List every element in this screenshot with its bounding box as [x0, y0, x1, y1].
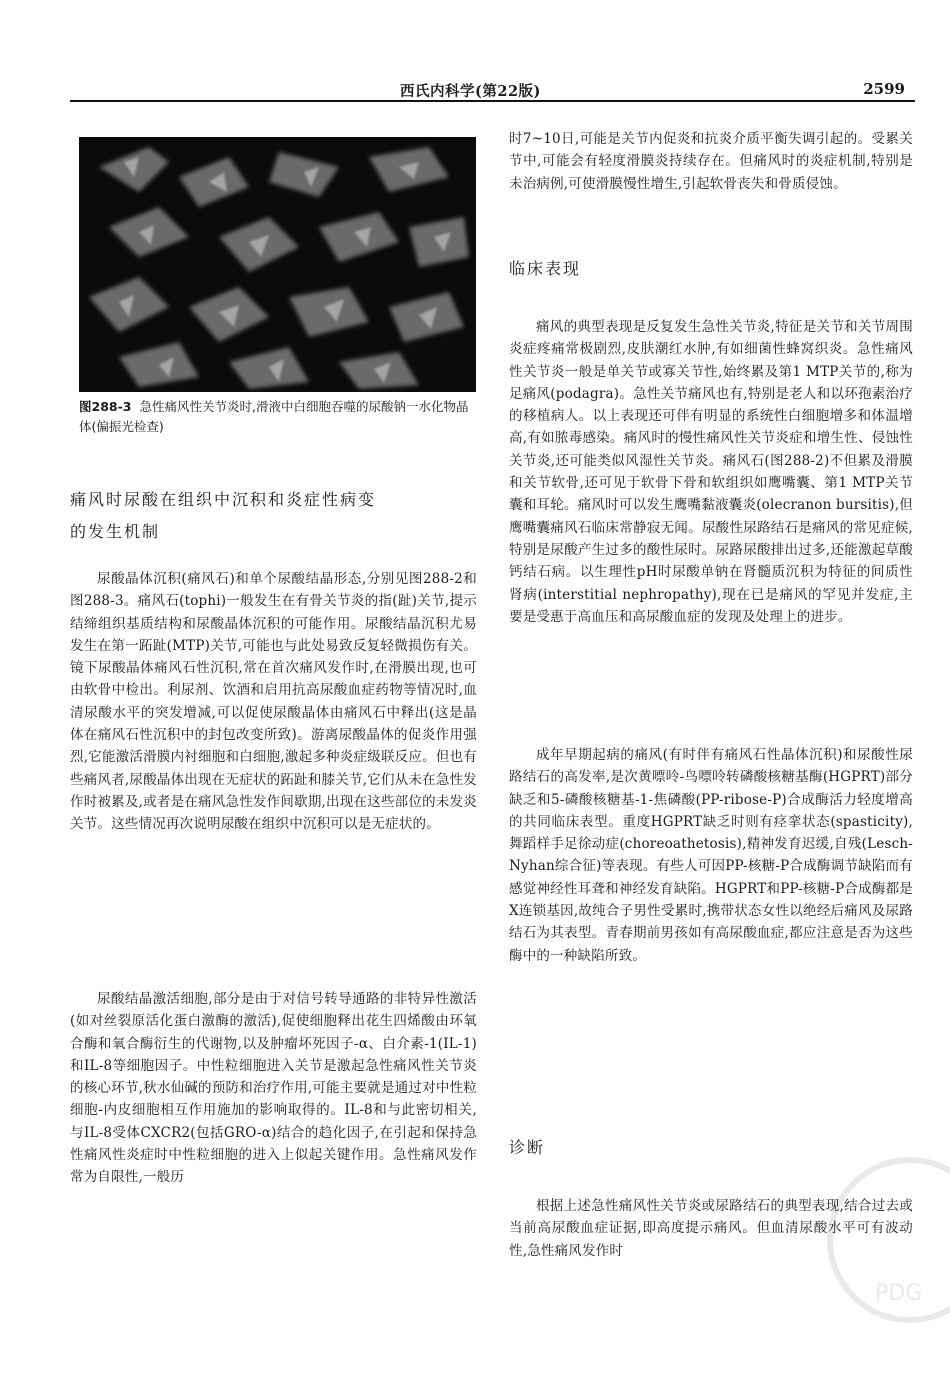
- figure-label: 图288-3: [79, 399, 132, 414]
- header-rule: [70, 100, 915, 102]
- paragraph-clinical-features: 痛风的典型表现是反复发生急性关节炎,特征是关节和关节周围炎症疼痛常极剧烈,皮肤潮红水肿,有如细菌性蜂窝织炎。急性痛风性关节炎一般是单关节或寡关节性,始终累及第1 MTP关节的,称为足痛风(podagra)。急性关节痛风也有,特别是老人和以环孢素治疗的移植病人。以上表现还可伴有明显的系统性白细胞增多和体温增高,有如脓毒感染。痛风时的慢性痛风性关节炎症和增生性、侵蚀性关节炎,还可能类似风湿性关节炎。痛风石(图288-2)不但累及滑膜和关节软骨,还可见于软骨下骨和软组织如鹰嘴囊、第1 MTP关节囊和耳轮。痛风时可以发生鹰嘴黏液囊炎(olecranon bursitis),但鹰嘴囊痛风石临床常静寂无闻。尿酸性尿路结石是痛风的常见症候,特别是尿酸产生过多的酸性尿时。尿路尿酸排出过多,还能激起草酸钙结石病。以生理性pH时尿酸单钠在肾髓质沉积为特征的间质性肾病(interstitial nephropathy),现在已是痛风的罕见并发症,主要是受惠于高血压和高尿酸血症的发现及处理上的进步。: [509, 319, 913, 625]
- section-title-line1: 痛风时尿酸在组织中沉积和炎症性病变: [70, 490, 377, 509]
- watermark-logo: [820, 1150, 950, 1330]
- paragraph-crystal-deposition: 尿酸晶体沉积(痛风石)和单个尿酸结晶形态,分别见图288-2和图288-3。痛风石(tophi)一般发生在有骨关节炎的指(趾)关节,提示结缔组织基质结构和尿酸晶体沉积的可能作用。尿酸结晶沉积尤易发生在第一跖趾(MTP)关节,可能也与此处易致反复轻微损伤有关。镜下尿酸晶体痛风石性沉积,常在首次痛风发作时,在滑膜出现,也可由软骨中检出。利尿剂、饮酒和启用抗高尿酸血症药物等情况时,血清尿酸水平的突发增减,可以促使尿酸晶体由痛风石中释出(这是晶体在痛风石性沉积中的封包改变所致)。游离尿酸晶体的促炎作用强烈,它能激活滑膜内衬细胞和白细胞,激起多种炎症级联反应。但也有些痛风者,尿酸晶体出现在无症状的跖趾和膝关节,它们从未在急性发作时被累及,或者是在痛风急性发作间歇期,出现在这些部位的未发炎关节。这些情况再次说明尿酸在组织中沉积可以是无症状的。: [70, 571, 477, 833]
- figure-caption-text: 急性痛风性关节炎时,滑液中白细胞吞噬的尿酸钠一水化物晶体(偏振光检查): [79, 399, 469, 434]
- micrograph-image: [79, 137, 476, 392]
- section-title-pathogenesis: [70, 484, 480, 548]
- paragraph-diagnosis: 根据上述急性痛风性关节炎或尿路结石的典型表现,结合过去或当前高尿酸血症证据,即高度提示痛风。但血清尿酸水平可有波动性,急性痛风发作时: [509, 1198, 913, 1259]
- paragraph-cell-activation: 尿酸结晶激活细胞,部分是由于对信号转导通路的非特异性激活(如对丝裂原活化蛋白激酶的激活),促使细胞释出花生四烯酸由环氧合酶和氧合酶衍生的代谢物,以及肿瘤坏死因子-α、白介素-1(IL-1)和IL-8等细胞因子。中性粒细胞进入关节是激起急性痛风性关节炎的核心环节,秋水仙碱的预防和治疗作用,可能主要就是通过对中性粒细胞-内皮细胞相互作用施加的影响取得的。IL-8和与此密切相关,与IL-8受体CXCR2(包括GRO-α)结合的趋化因子,在引起和保持急性痛风性炎症时中性粒细胞的进入上似起关键作用。急性痛风发作常为自限性,一般历: [70, 991, 477, 1186]
- paragraph-continued: 时7~10日,可能是关节内促炎和抗炎介质平衡失调引起的。受累关节中,可能会有轻度滑膜炎持续存在。但痛风时的炎症机制,特别是未治病例,可使滑膜慢性增生,引起软骨丧失和骨质侵蚀。: [509, 131, 913, 192]
- book-title: 西氏内科学(第22版): [400, 83, 541, 100]
- page-number: 2599: [863, 80, 905, 98]
- section-title-clinical: 临床表现: [509, 259, 582, 278]
- section-title-line2: 的发生机制: [70, 522, 161, 541]
- section-title-diagnosis: 诊断: [509, 1138, 546, 1157]
- running-header: [70, 78, 915, 100]
- paragraph-enzyme-defects: 成年早期起病的痛风(有时伴有痛风石性晶体沉积)和尿酸性尿路结石的高发率,是次黄嘌呤-鸟嘌呤转磷酸核糖基酶(HGPRT)部分缺乏和5-磷酸核糖基-1-焦磷酸(PP-ribose-P)合成酶活力轻度增高的共同临床表型。重度HGPRT缺乏时则有痉挛状态(spasticity),舞蹈样手足徐动症(choreoathetosis),精神发育迟缓,自残(Lesch-Nyhan综合征)等表现。有些人可因PP-核糖-P合成酶调节缺陷而有感觉神经性耳聋和神经发育缺陷。HGPRT和PP-核糖-P合成酶都是X连锁基因,故纯合子男性受累时,携带状态女性以绝经后痛风及尿路结石为其表型。青春期前男孩如有高尿酸血症,都应注意是否为这些酶中的一种缺陷所致。: [509, 747, 913, 964]
- watermark-text: PDG: [875, 1281, 923, 1306]
- figure-caption: [79, 397, 479, 437]
